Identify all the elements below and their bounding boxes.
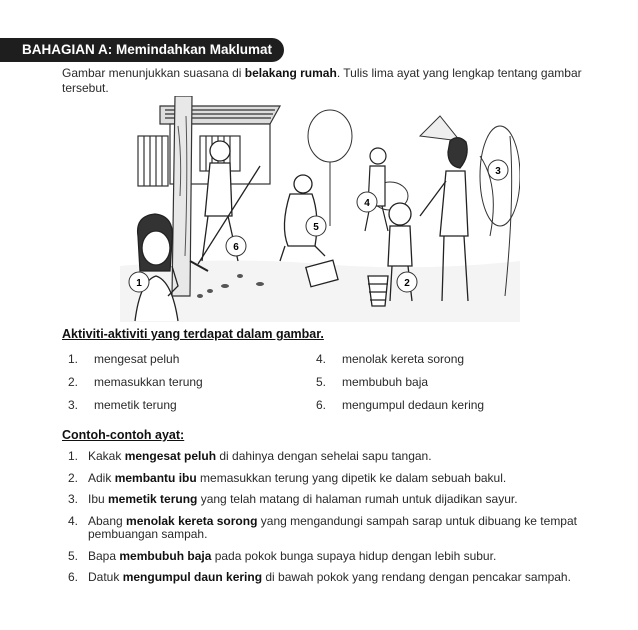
- marker-2: [397, 272, 417, 292]
- example-item: 3. Ibu memetik terung yang telah matang di halaman rumah untuk dijadikan sayur.: [68, 492, 518, 506]
- svg-text:1: 1: [136, 278, 142, 289]
- activity-item: 5. membubuh baja: [316, 375, 429, 389]
- activity-item: 1. mengesat peluh: [68, 352, 180, 366]
- marker-5: [306, 216, 326, 236]
- intro-text: [62, 66, 582, 95]
- svg-text:5: 5: [313, 222, 319, 233]
- activity-item: 3. memetik terung: [68, 398, 177, 412]
- svg-text:2: 2: [404, 278, 410, 289]
- svg-text:4: 4: [364, 198, 370, 209]
- intro-part1: Gambar menunjukkan suasana di: [62, 66, 245, 80]
- section-header: BAHAGIAN A: Memindahkan Maklumat: [0, 38, 284, 62]
- marker-3: [488, 160, 508, 180]
- svg-text:6: 6: [233, 242, 239, 253]
- marker-6: [226, 236, 246, 256]
- example-item: 4. Abang menolak kereta sorong yang mengandungi sampah sarap untuk dibuang ke tempat pembuangan sampah.: [68, 513, 577, 541]
- intro-bold: belakang rumah: [244, 66, 337, 80]
- example-item: 1. Kakak mengesat peluh di dahinya dengan sehelai sapu tangan.: [68, 449, 432, 463]
- activities-title: Aktiviti-aktiviti yang terdapat dalam gambar.: [62, 327, 324, 341]
- example-item: 6. Datuk mengumpul daun kering di bawah pokok yang rendang dengan pencakar sampah.: [68, 570, 571, 584]
- example-item: 2. Adik membantu ibu memasukkan terung yang dipetik ke dalam sebuah bakul.: [68, 470, 507, 485]
- activity-item: 2. memasukkan terung: [68, 375, 203, 389]
- activity-item: 6. mengumpul dedaun kering: [316, 398, 485, 412]
- intro-part2: . Tulis lima ayat yang lengkap tentang gambar tersebut.: [62, 66, 582, 95]
- backyard-illustration: [120, 96, 520, 322]
- examples-list: [68, 450, 588, 593]
- examples-title: Contoh-contoh ayat:: [62, 428, 185, 442]
- marker-4: [357, 192, 377, 212]
- example-item: 5. Bapa membubuh baja pada pokok bunga supaya hidup dengan lebih subur.: [68, 548, 497, 563]
- marker-1: [129, 272, 149, 292]
- svg-text:3: 3: [495, 166, 501, 177]
- activity-item: 4. menolak kereta sorong: [316, 352, 465, 366]
